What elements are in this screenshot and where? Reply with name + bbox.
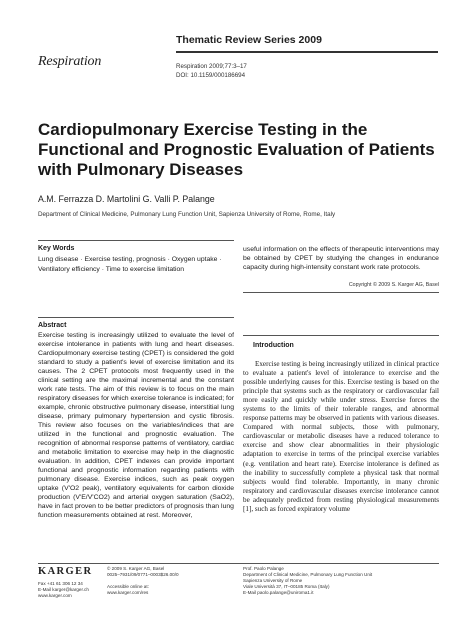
affiliation: Department of Clinical Medicine, Pulmonary Lung Function Unit, Sapienza University of Rome, Rome, Italy xyxy=(38,211,336,218)
abstract-text: Exercise testing is increasingly utilized to evaluate the level of exercise intolerance in patients with lung and heart diseases. Cardiopulmonary exercise testing (CPET) is considered the gold standard to study a patient's level of exercise limitation and its causes. The 2 CPET protocols most frequently used in the clinical setting are the maximal incremental and the constant work rate tests. The aim of this review is to focus on the main respiratory diseases for which exercise tolerance is indicated; for example, chronic obstructive pulmonary disease, interstitial lung disease, primary pulmonary hypertension and cystic fibrosis. This review also focuses on the variables/indices that are utilized in the functional and prognostic evaluation. The recognition of abnormal response patterns of ventilatory, cardiac and metabolic limitation to exercise may help in the diagnostic evaluation. In addition, CPET indexes can provide important functional and prognostic information regarding patients with pulmonary disease. Exercise indices, such as peak oxygen uptake (V'O2 peak), ventilatory equivalents for carbon dioxide production (V'E/V'CO2) and arterial oxygen saturation (SaO2), have in fact proven to be better predictors of prognosis than lung function measurements obtained at rest. Moreover, xyxy=(38,332,234,519)
journal-logo: Respiration xyxy=(38,54,102,69)
doi-line: DOI: 10.1159/000186694 xyxy=(176,71,246,79)
header-rule xyxy=(176,51,438,53)
keywords-rule xyxy=(38,240,234,241)
footer-rule xyxy=(38,563,439,564)
article-title: Cardiopulmonary Exercise Testing in the Functional and Prognostic Evaluation of Patients with Pulmonary Diseases xyxy=(38,120,435,179)
introduction-body xyxy=(243,360,439,561)
publication-access-label: Accessible online at: xyxy=(107,584,149,589)
author-list: A.M. Ferrazza D. Martolini G. Valli P. Palange xyxy=(38,194,215,204)
abstract-continuation: useful information on the effects of therapeutic interventions may be obtained by CPET by studying the changes in endurance capacity during high-intensity constant work rate protocols. xyxy=(243,246,439,271)
publication-info xyxy=(107,566,179,596)
correspondence-info xyxy=(243,566,372,596)
series-title: Thematic Review Series 2009 xyxy=(176,34,322,46)
keywords-text: Lung disease · Exercise testing, prognosis · Oxygen uptake · Ventilatory efficiency · Time to exercise limitation xyxy=(38,256,222,273)
keywords-heading: Key Words xyxy=(38,245,75,252)
introduction-heading: Introduction xyxy=(253,342,294,349)
abstract-rule xyxy=(38,317,234,318)
contact-fax: Fax +41 61 306 12 34 xyxy=(38,581,83,586)
correspondence-department: Department of Clinical Medicine, Pulmonary Lung Function Unit xyxy=(243,572,373,577)
publication-code: 0025–7931/09/0771–0003$26.00/0 xyxy=(107,572,179,577)
publisher-logo: KARGER xyxy=(38,566,93,577)
abstract-heading: Abstract xyxy=(38,322,67,329)
correspondence-name: Prof. Paolo Palange xyxy=(243,566,284,571)
publication-copyright: © 2009 S. Karger AG, Basel xyxy=(107,566,165,571)
copyright-notice: Copyright © 2009 S. Karger AG, Basel xyxy=(348,282,439,288)
contact-email[interactable]: E-Mail karger@karger.ch xyxy=(38,587,89,592)
contact-website[interactable]: www.karger.com xyxy=(38,593,72,598)
correspondence-email[interactable]: E-Mail paolo.palange@uniroma1.it xyxy=(243,590,314,595)
publisher-contact xyxy=(38,581,89,599)
correspondence-university: Sapienza University of Rome xyxy=(243,578,303,583)
abstract-end-rule xyxy=(243,292,439,293)
introduction-rule xyxy=(243,335,439,336)
publication-access-link[interactable]: www.karger.com/res xyxy=(107,590,149,595)
introduction-paragraph: Exercise testing is being increasingly utilized in clinical practice to evaluate a patient's level of intolerance to exercise and the possible underlying causes for this. Exercise testing is based on the principle that systems such as the respiratory or cardiovascular fail more easily and quickly while under stress. Exercise forces the systems to the limits of their tolerable ranges, and abnormal response patterns may be observed in patients with various diseases. Compared with normal subjects, those with pulmonary, cardiovascular or metabolic diseases have a reduced tolerance to exercise and show clear abnormalities in their physiologic adaptation to exercise in terms of the principal exercise variables (e.g. ventilation and heart rate). Exercise intolerance is defined as the inability to successfully complete a physical task that normal subjects would find tolerable. Importantly, in many chronic respiratory and cardiovascular diseases exercise intolerance cannot be adequately predicted from resting physiological measurements [1], such as forced expiratory volume xyxy=(243,360,439,513)
correspondence-address: Viale Università 37, IT–00185 Roma (Italy) xyxy=(243,584,330,589)
citation-line: Respiration 2009;77:3–17 xyxy=(176,63,247,70)
citation-block xyxy=(176,63,247,80)
